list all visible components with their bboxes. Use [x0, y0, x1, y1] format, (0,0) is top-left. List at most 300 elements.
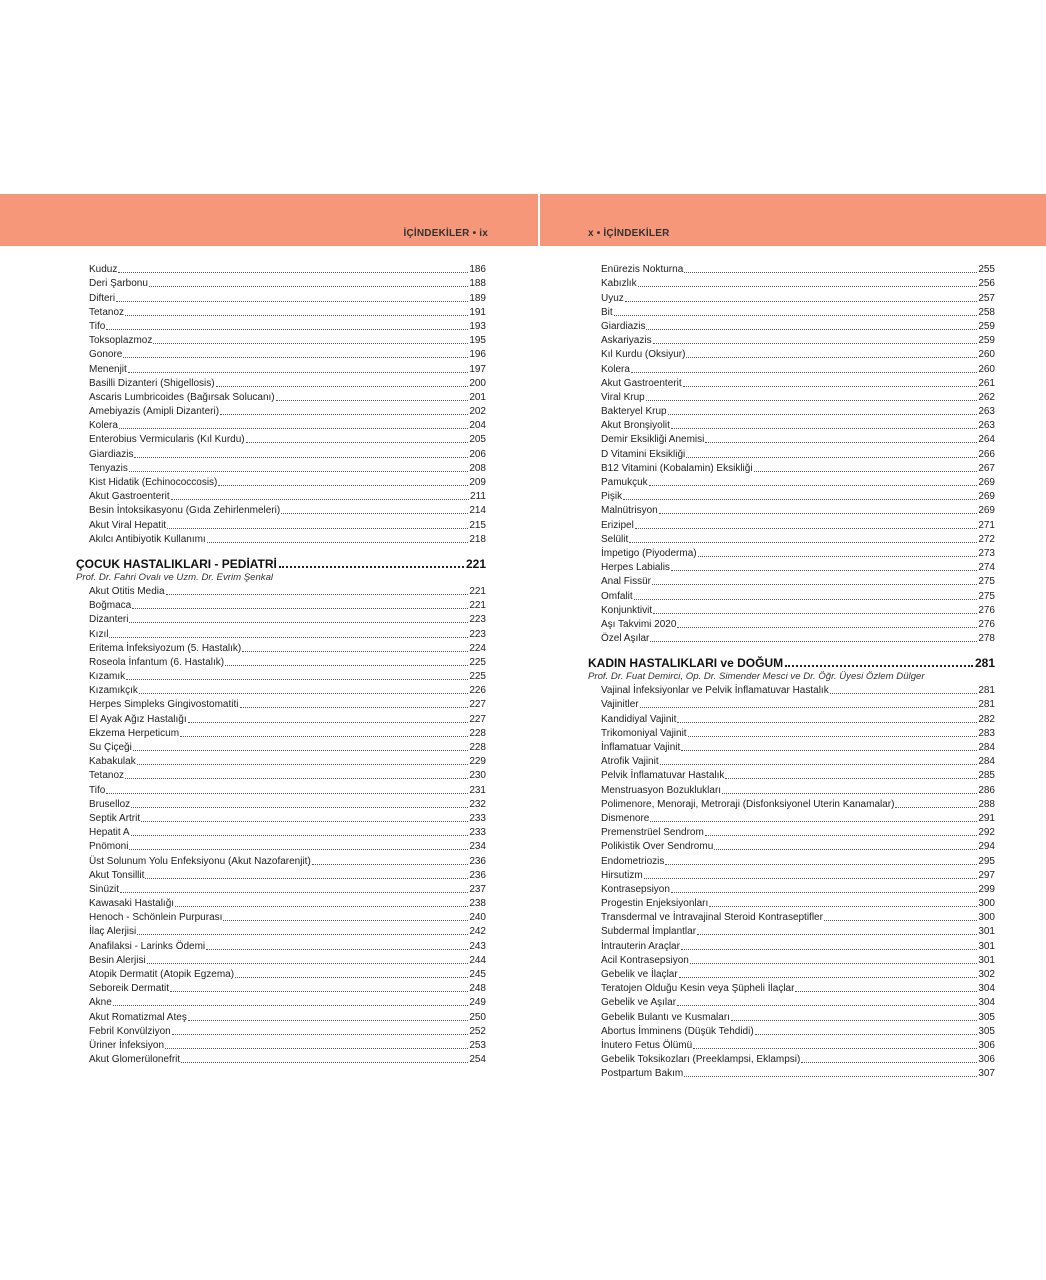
toc-entry[interactable]	[588, 532, 995, 546]
toc-entry-page-number: 307	[978, 1068, 995, 1080]
toc-entry-title: Dizanteri	[89, 614, 129, 626]
section-title: ÇOCUK HASTALIKLARI - PEDİATRİ	[76, 556, 277, 571]
toc-entry[interactable]	[588, 868, 995, 882]
toc-entry[interactable]	[76, 305, 486, 319]
toc-entry[interactable]	[76, 404, 486, 418]
toc-entry[interactable]	[588, 740, 995, 754]
toc-entry-title: Pelvik İnflamatuvar Hastalık	[601, 770, 725, 782]
leader-dots	[225, 665, 468, 666]
toc-entry-page-number: 282	[978, 713, 995, 725]
toc-entry[interactable]	[76, 503, 486, 517]
toc-entry-title: Tetanoz	[89, 770, 125, 782]
toc-entry-title: Polimenore, Menoraji, Metroraji (Disfonksiyonel Uterin Kanamalar)	[601, 798, 895, 810]
toc-entry[interactable]	[76, 333, 486, 347]
leader-dots	[688, 736, 978, 737]
toc-entry[interactable]	[76, 882, 486, 896]
toc-entry[interactable]	[588, 754, 995, 768]
toc-entry[interactable]	[76, 711, 486, 725]
toc-entry[interactable]	[76, 319, 486, 333]
toc-entry[interactable]	[588, 503, 995, 517]
toc-entry-page-number: 204	[469, 420, 486, 432]
toc-entry[interactable]	[588, 461, 995, 475]
toc-entry-page-number: 302	[978, 969, 995, 980]
leader-dots	[795, 991, 977, 992]
toc-entry-page-number: 202	[469, 406, 486, 418]
toc-entry[interactable]	[588, 588, 995, 602]
toc-entry-title: Kabızlık	[601, 278, 637, 290]
toc-entry[interactable]	[588, 768, 995, 782]
leader-dots	[137, 764, 469, 765]
toc-entry-title: B12 Vitamini (Kobalamin) Eksikliği	[601, 462, 753, 474]
toc-entry-page-number: 209	[469, 477, 486, 488]
toc-entry-title: Gebelik ve Aşılar	[601, 997, 677, 1009]
toc-entry-title: Besin Alerjisi	[89, 954, 146, 966]
toc-entry[interactable]	[76, 754, 486, 768]
toc-entry-title: Besin İntoksikasyonu (Gıda Zehirlenmeleri)	[89, 505, 281, 517]
leader-dots	[139, 693, 468, 694]
leader-dots	[653, 613, 977, 614]
toc-entry-title: Omfalit	[601, 590, 633, 602]
toc-entry-title: Aşı Takvimi 2020	[601, 618, 677, 630]
toc-entry-title: Herpes Simpleks Gingivostomatiti	[89, 699, 239, 711]
toc-entry[interactable]	[76, 390, 486, 404]
toc-entry-page-number: 299	[978, 883, 995, 895]
section-page-number: 281	[974, 656, 995, 671]
toc-entry-title: Amebiyazis (Amipli Dizanteri)	[89, 406, 220, 418]
toc-entry[interactable]	[76, 896, 486, 910]
running-header-left: İÇİNDEKİLER • ix	[403, 228, 488, 239]
toc-entry-page-number: 230	[469, 770, 486, 782]
toc-entry[interactable]	[76, 432, 486, 446]
toc-entry[interactable]	[76, 825, 486, 839]
leader-dots	[123, 357, 468, 358]
leader-dots	[629, 542, 977, 543]
leader-dots	[644, 878, 978, 879]
toc-entry-page-number: 243	[469, 940, 486, 952]
toc-entry[interactable]	[76, 967, 486, 981]
toc-entry-page-number: 286	[978, 784, 995, 796]
toc-entry[interactable]	[588, 489, 995, 503]
toc-entry-title: Pnömoni	[89, 841, 129, 853]
leader-dots	[677, 627, 977, 628]
leader-dots	[106, 793, 468, 794]
toc-entry-page-number: 283	[978, 727, 995, 739]
toc-entry-title: Bit	[601, 306, 613, 318]
toc-entry-title: Gebelik Toksikozları (Preeklampsi, Eklampsi)	[601, 1054, 801, 1066]
toc-entry-title: Progestin Enjeksiyonları	[601, 898, 709, 910]
leader-dots	[652, 584, 977, 585]
leader-dots	[171, 499, 469, 500]
leader-dots	[649, 485, 978, 486]
toc-entry[interactable]	[588, 683, 995, 697]
toc-entry-page-number: 248	[469, 983, 486, 995]
leader-dots	[690, 963, 977, 964]
toc-page-right	[588, 262, 995, 1080]
leader-dots	[625, 301, 978, 302]
toc-entry[interactable]	[588, 910, 995, 924]
toc-entry-page-number: 304	[978, 997, 995, 1009]
leader-dots	[281, 513, 468, 514]
toc-entry[interactable]	[588, 711, 995, 725]
toc-entry-title: Kandidiyal Vajinit	[601, 713, 677, 725]
leader-dots	[218, 485, 468, 486]
toc-entry-page-number: 240	[469, 912, 486, 924]
toc-entry-page-number: 189	[469, 292, 486, 304]
toc-entry-page-number: 208	[469, 462, 486, 474]
leader-dots	[631, 372, 977, 373]
toc-entry-title: Anal Fissür	[601, 576, 652, 588]
toc-entry[interactable]	[76, 347, 486, 361]
toc-entry[interactable]	[588, 546, 995, 560]
toc-entry[interactable]	[76, 924, 486, 938]
leader-dots	[709, 906, 977, 907]
toc-entry-title: Enürezis Nokturna	[601, 264, 684, 276]
toc-entry-page-number: 232	[469, 798, 486, 810]
toc-entry[interactable]	[588, 305, 995, 319]
toc-entry[interactable]	[76, 262, 486, 276]
toc-entry-title: Akılcı Antibiyotik Kullanımı	[89, 533, 206, 545]
toc-entry[interactable]	[76, 797, 486, 811]
toc-entry-title: Tifo	[89, 784, 106, 796]
toc-entry-page-number: 211	[470, 491, 486, 503]
toc-entry-page-number: 253	[469, 1039, 486, 1051]
toc-entry[interactable]	[588, 517, 995, 531]
toc-entry[interactable]	[588, 953, 995, 967]
toc-entry-page-number: 304	[978, 983, 995, 995]
toc-entry[interactable]	[588, 896, 995, 910]
toc-list-top	[76, 262, 486, 546]
leader-dots	[671, 428, 977, 429]
toc-entry-title: İlaç Alerjisi	[89, 926, 137, 938]
toc-entry[interactable]	[588, 797, 995, 811]
toc-entry[interactable]	[588, 574, 995, 588]
toc-entry-page-number: 267	[978, 462, 995, 474]
toc-entry[interactable]	[76, 669, 486, 683]
leader-dots	[785, 665, 973, 667]
toc-entry[interactable]	[76, 489, 486, 503]
toc-entry[interactable]	[588, 1066, 995, 1080]
leader-dots	[216, 386, 469, 387]
section-heading	[588, 654, 995, 670]
toc-entry-page-number: 269	[978, 505, 995, 517]
leader-dots	[129, 471, 468, 472]
leader-dots	[671, 570, 977, 571]
toc-entry-page-number: 201	[469, 391, 486, 403]
toc-entry-page-number: 238	[469, 898, 486, 910]
leader-dots	[170, 991, 468, 992]
toc-entry-page-number: 269	[978, 491, 995, 503]
toc-entry-page-number: 225	[469, 656, 486, 668]
toc-entry-title: Basilli Dizanteri (Shigellosis)	[89, 377, 215, 389]
toc-entry[interactable]	[588, 276, 995, 290]
toc-entry-title: Su Çiçeği	[89, 742, 132, 753]
toc-entry-page-number: 221	[469, 600, 486, 612]
toc-entry-title: Toksoplazmoz	[89, 335, 153, 347]
toc-entry-page-number: 276	[978, 604, 995, 616]
toc-entry[interactable]	[76, 782, 486, 796]
toc-entry-page-number: 301	[978, 954, 995, 966]
toc-entry[interactable]	[588, 290, 995, 304]
leader-dots	[623, 499, 977, 500]
toc-entry[interactable]	[76, 1009, 486, 1023]
leader-dots	[134, 457, 468, 458]
header-band-left	[0, 194, 538, 246]
toc-entry-title: Abortus İmminens (Düşük Tehdidi)	[601, 1025, 754, 1037]
toc-entry-title: Herpes Labialis	[601, 562, 670, 574]
toc-entry[interactable]	[588, 603, 995, 617]
toc-entry-title: Postpartum Bakım	[601, 1068, 684, 1080]
toc-entry[interactable]	[588, 432, 995, 446]
toc-entry-title: Demir Eksikliği Anemisi	[601, 434, 705, 446]
toc-entry[interactable]	[76, 517, 486, 531]
toc-entry-page-number: 271	[978, 519, 995, 531]
toc-entry[interactable]	[76, 868, 486, 882]
toc-entry[interactable]	[76, 740, 486, 754]
leader-dots	[698, 556, 978, 557]
leader-dots	[677, 722, 977, 723]
toc-entry-title: Boğmaca	[89, 600, 132, 612]
toc-entry-title: Uyuz	[601, 292, 624, 304]
toc-entry[interactable]	[588, 1024, 995, 1038]
toc-entry-page-number: 225	[469, 671, 486, 683]
section-page-number: 221	[465, 556, 486, 571]
toc-entry[interactable]	[76, 839, 486, 853]
toc-entry[interactable]	[588, 726, 995, 740]
toc-entry-page-number: 234	[469, 841, 486, 853]
toc-entry[interactable]	[76, 1052, 486, 1066]
leader-dots	[188, 722, 469, 723]
toc-entry-page-number: 193	[469, 320, 486, 332]
leader-dots	[165, 1048, 468, 1049]
toc-entry[interactable]	[588, 418, 995, 432]
leader-dots	[693, 1048, 977, 1049]
toc-entry[interactable]	[588, 1052, 995, 1066]
toc-entry[interactable]	[588, 825, 995, 839]
toc-entry-title: Gebelik Bulantı ve Kusmaları	[601, 1011, 730, 1023]
toc-entry[interactable]	[588, 1009, 995, 1023]
toc-entry[interactable]	[588, 333, 995, 347]
toc-entry-title: Vajinal İnfeksiyonlar ve Pelvik İnflamatuvar Hastalık	[601, 685, 829, 697]
toc-entry[interactable]	[76, 276, 486, 290]
toc-entry[interactable]	[588, 782, 995, 796]
toc-entry-title: Kabakulak	[89, 756, 136, 768]
header-band-right	[540, 194, 1046, 246]
toc-entry-page-number: 260	[978, 363, 995, 375]
toc-entry[interactable]	[76, 768, 486, 782]
toc-entry-title: Menenjit	[89, 363, 127, 375]
leader-dots	[220, 414, 468, 415]
toc-entry-page-number: 300	[978, 912, 995, 924]
toc-entry[interactable]	[588, 853, 995, 867]
toc-entry-title: Ekzema Herpeticum	[89, 727, 180, 739]
toc-entry-page-number: 263	[978, 420, 995, 432]
toc-entry[interactable]	[588, 475, 995, 489]
toc-entry[interactable]	[588, 1038, 995, 1052]
toc-entry-page-number: 252	[469, 1025, 486, 1037]
toc-entry-title: İnflamatuar Vajinit	[601, 742, 681, 753]
leader-dots	[646, 329, 977, 330]
toc-entry[interactable]	[76, 981, 486, 995]
toc-entry[interactable]	[76, 1038, 486, 1052]
toc-entry-title: Kızıl	[89, 628, 109, 640]
toc-entry[interactable]	[76, 683, 486, 697]
toc-entry[interactable]	[76, 697, 486, 711]
toc-entry-title: Akut Gastroenterit	[89, 491, 170, 503]
toc-entry[interactable]	[588, 319, 995, 333]
toc-entry-page-number: 284	[978, 742, 995, 753]
toc-entry-page-number: 284	[978, 756, 995, 768]
leader-dots	[120, 892, 468, 893]
toc-entry-title: Akut Otitis Media	[89, 585, 165, 597]
toc-entry-page-number: 256	[978, 278, 995, 290]
leader-dots	[128, 372, 469, 373]
toc-entry-page-number: 281	[978, 699, 995, 711]
toc-entry[interactable]	[76, 641, 486, 655]
toc-entry-title: Bakteryel Krup	[601, 406, 667, 418]
toc-entry[interactable]	[588, 361, 995, 375]
toc-entry-title: Üriner İnfeksiyon	[89, 1039, 165, 1051]
leader-dots	[132, 608, 468, 609]
toc-list-section	[588, 683, 995, 1080]
toc-entry-page-number: 281	[978, 685, 995, 697]
toc-entry[interactable]	[588, 560, 995, 574]
toc-entry-page-number: 236	[469, 869, 486, 881]
toc-entry[interactable]	[588, 697, 995, 711]
toc-entry-page-number: 188	[469, 278, 486, 290]
toc-entry-title: İnutero Fetus Ölümü	[601, 1039, 693, 1051]
toc-entry[interactable]	[76, 995, 486, 1009]
leader-dots	[638, 286, 978, 287]
leader-dots	[167, 528, 468, 529]
toc-entry[interactable]	[76, 376, 486, 390]
toc-list-section	[76, 584, 486, 1066]
toc-entry-page-number: 191	[469, 306, 486, 318]
leader-dots	[681, 949, 977, 950]
leader-dots	[125, 778, 468, 779]
leader-dots	[109, 637, 468, 638]
toc-entry[interactable]	[588, 347, 995, 361]
toc-entry-page-number: 285	[978, 770, 995, 782]
toc-entry-page-number: 295	[978, 855, 995, 867]
toc-entry-page-number: 218	[469, 533, 486, 545]
toc-entry-title: Kolera	[601, 363, 630, 375]
toc-entry[interactable]	[588, 376, 995, 390]
leader-dots	[677, 1005, 977, 1006]
leader-dots	[246, 442, 469, 443]
toc-entry[interactable]	[76, 1024, 486, 1038]
toc-entry-page-number: 224	[469, 642, 486, 654]
toc-entry-title: Pişik	[601, 491, 623, 503]
leader-dots	[635, 528, 978, 529]
toc-entry[interactable]	[76, 626, 486, 640]
leader-dots	[725, 778, 977, 779]
toc-entry-page-number: 305	[978, 1025, 995, 1037]
toc-entry-page-number: 195	[469, 335, 486, 347]
toc-entry[interactable]	[76, 290, 486, 304]
toc-entry-title: Menstruasyon Bozuklukları	[601, 784, 722, 796]
leader-dots	[801, 1062, 977, 1063]
toc-entry[interactable]	[76, 655, 486, 669]
leader-dots	[686, 357, 977, 358]
toc-entry[interactable]	[76, 532, 486, 546]
toc-entry[interactable]	[76, 598, 486, 612]
toc-entry-title: Tifo	[89, 320, 106, 332]
toc-entry-title: Gonore	[89, 349, 123, 361]
toc-entry-page-number: 214	[469, 505, 486, 517]
toc-entry[interactable]	[588, 981, 995, 995]
toc-entry[interactable]	[588, 631, 995, 645]
leader-dots	[634, 599, 978, 600]
toc-entry-page-number: 266	[978, 448, 995, 460]
leader-dots	[172, 1034, 469, 1035]
toc-entry-title: D Vitamini Eksikliği	[601, 448, 686, 460]
toc-entry[interactable]	[76, 811, 486, 825]
leader-dots	[754, 471, 978, 472]
toc-entry-title: Difteri	[89, 292, 116, 304]
toc-entry-title: El Ayak Ağız Hastalığı	[89, 713, 187, 725]
toc-entry-title: Kızamık	[89, 671, 126, 683]
section-heading	[76, 555, 486, 571]
toc-entry[interactable]	[76, 910, 486, 924]
toc-entry[interactable]	[588, 938, 995, 952]
toc-entry-page-number: 262	[978, 391, 995, 403]
toc-entry-title: Akut Romatizmal Ateş	[89, 1011, 187, 1023]
toc-entry[interactable]	[76, 953, 486, 967]
leader-dots	[118, 272, 468, 273]
toc-entry-title: Giardiazis	[601, 320, 646, 332]
toc-entry[interactable]	[588, 811, 995, 825]
toc-entry[interactable]	[588, 967, 995, 981]
toc-entry[interactable]	[76, 475, 486, 489]
toc-entry-page-number: 244	[469, 954, 486, 966]
toc-entry[interactable]	[588, 617, 995, 631]
toc-entry[interactable]	[76, 853, 486, 867]
toc-entry[interactable]	[76, 612, 486, 626]
toc-entry[interactable]	[76, 361, 486, 375]
leader-dots	[665, 864, 977, 865]
leader-dots	[681, 750, 977, 751]
leader-dots	[145, 878, 468, 879]
toc-entry[interactable]	[588, 446, 995, 460]
toc-entry[interactable]	[588, 262, 995, 276]
toc-entry-page-number: 294	[978, 841, 995, 853]
toc-entry[interactable]	[588, 404, 995, 418]
toc-entry[interactable]	[588, 924, 995, 938]
toc-entry[interactable]	[588, 882, 995, 896]
toc-entry[interactable]	[76, 726, 486, 740]
toc-entry[interactable]	[588, 390, 995, 404]
toc-entry[interactable]	[588, 839, 995, 853]
toc-entry[interactable]	[76, 446, 486, 460]
toc-entry-title: Eritema İnfeksiyozum (5. Hastalık)	[89, 642, 242, 654]
toc-entry-page-number: 205	[469, 434, 486, 446]
toc-entry[interactable]	[588, 995, 995, 1009]
leader-dots	[731, 1020, 977, 1021]
toc-entry[interactable]	[76, 461, 486, 475]
toc-entry-page-number: 196	[469, 349, 486, 361]
toc-entry[interactable]	[76, 418, 486, 432]
toc-entry-page-number: 301	[978, 940, 995, 952]
toc-entry-title: Akut Gastroenterit	[601, 377, 682, 389]
section-authors: Prof. Dr. Fahri Ovalı ve Uzm. Dr. Evrim Şenkal	[76, 571, 274, 583]
leader-dots	[276, 400, 469, 401]
toc-entry[interactable]	[76, 938, 486, 952]
toc-entry-page-number: 301	[978, 926, 995, 938]
toc-entry-page-number: 206	[469, 448, 486, 460]
toc-entry[interactable]	[76, 584, 486, 598]
toc-entry-title: Atopik Dermatit (Atopik Egzema)	[89, 969, 235, 980]
toc-entry-page-number: 258	[978, 306, 995, 318]
